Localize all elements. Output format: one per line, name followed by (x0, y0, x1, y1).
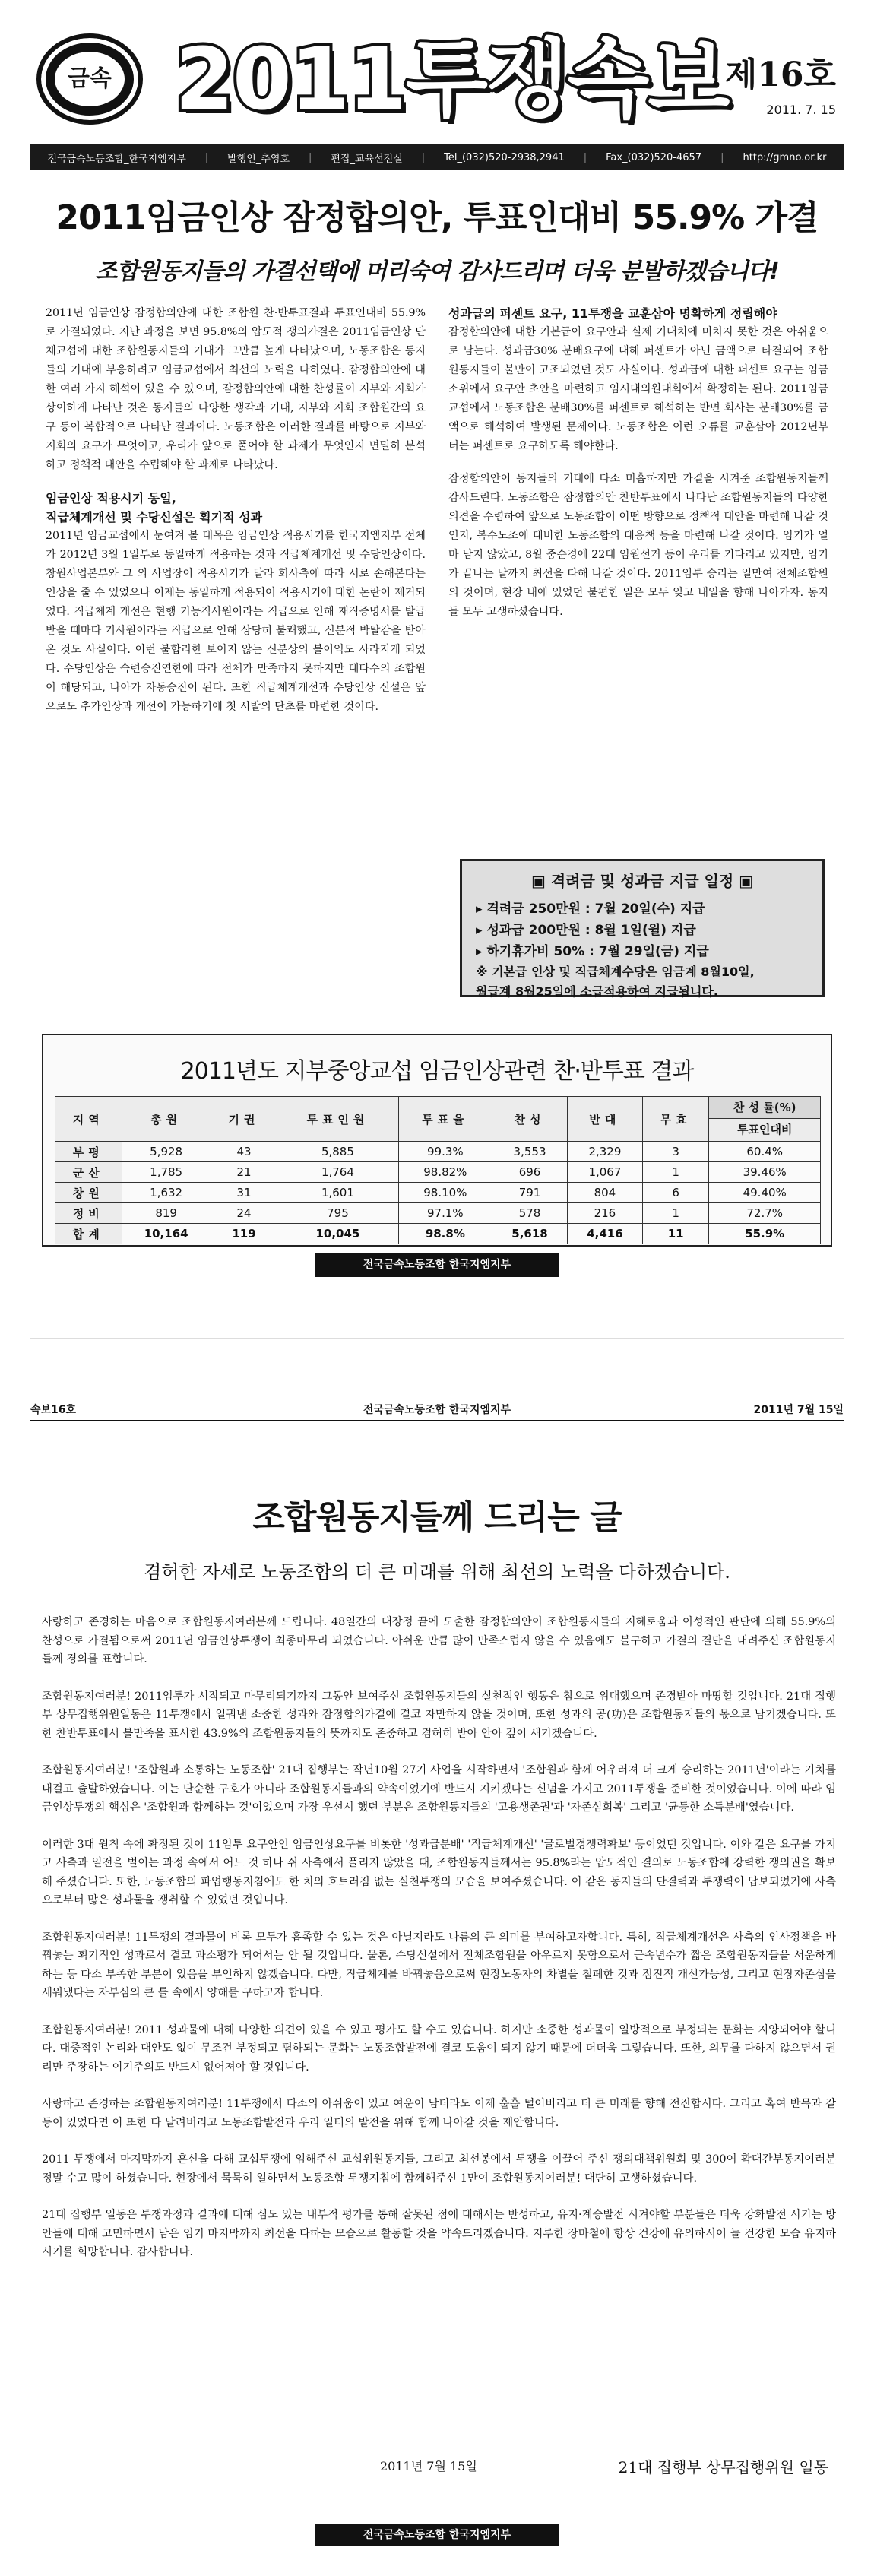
col-header: 투표율 (398, 1097, 492, 1142)
table-row (55, 1142, 821, 1162)
letter-paragraph: 조합원동지여러분! 11투쟁의 결과물이 비록 모두가 흡족할 수 있는 것은 아닐지라도 나름의 큰 의미를 부여하고자합니다. 특히, 직급체계개선은 사측의 인사정책을 바꿔놓는 획기적인 성과로서 결코 과소평가 되어서는 안 될 것입니다. 물론, 수당신설에서 전체조합원을 아우르지 못함으로서 근속년수가 짧은 조합원동지들을 서운하게 하는 등 다소 부족한 부분이 있음을 부인하지 않겠습니다. 다만, 직급체계를 바꿔놓음으로써 현장노동자의 차별을 철폐한 것과 점진적 개선가능성, 그리고 현장자존심을 세워냈다는 자부심의 큰 틀 속에서 양해를 구하고자 합니다. (42, 1931, 836, 1999)
letter-subtitle: 겸허한 자세로 노동조합의 더 큰 미래를 위해 최선의 노력을 다하겠습니다. (144, 1561, 730, 1583)
col-header: 찬성 (492, 1097, 568, 1142)
table-cell: 5,885 (277, 1142, 398, 1162)
right-column (448, 304, 828, 635)
table-cell: 합계 (55, 1224, 122, 1244)
vote-result-table (55, 1096, 821, 1244)
logo-text: 금속 (55, 52, 125, 106)
table-cell: 39.46% (709, 1162, 821, 1183)
letter-title: 조합원동지들께 드리는 글 (252, 1498, 622, 1537)
table-cell: 72.7% (709, 1203, 821, 1224)
right-paragraph-1: 잠정합의안에 대한 기본급이 요구안과 실제 기대치에 미치지 못한 것은 아쉬움으로 남는다. 성과급30% 분배요구에 대해 퍼센트가 아닌 금액으로 타결되어 조합원동지들이 불만이 고조되었던 것도 사실이다. 성과급에 대한 퍼센트 요구는 임금소위에서 요구안 초안을 마련하고 임시대의원대회에서 확정하는 된다. 2011임금교섭에서 노동조합은 분배30%를 퍼센트로 해석하는 반면 회사는 분배30%를 금액으로 해석하여 발생된 문제이다. 노동조합은 이런 오류를 교훈삼아 2012년부터는 퍼센트로 요구하도록 해야한다. (448, 326, 828, 452)
table-cell: 819 (122, 1203, 211, 1224)
table-header-row (55, 1097, 821, 1142)
editor: 편집_교육선전실 (331, 153, 403, 165)
publisher: 발행인_추영호 (227, 153, 290, 165)
table-cell: 부평 (55, 1142, 122, 1162)
left-paragraph-1: 2011년 임금인상 잠정합의안에 대한 조합원 찬·반투표결과 투표인대비 55.9%로 가결되었다. 지난 과정을 보면 95.8%의 압도적 쟁의가결은 2011임금인상 단체교섭에 대한 조합원동지들의 기대가 그만큼 높게 나타났으며, 노동조합은 동지들의 기대에 부응하려고 임금교섭에서 최선의 노력을 다하였다. 잠정합의안에 대한 여러 가지 해석이 있을 수 있으며, 잠정합의안에 대한 찬성률이 지부와 지회가 상이하게 나타난 것은 동지들의 다양한 생각과 기대, 지부와 지회 조합원간의 요구 등이 복합적으로 나타난 결과이다. 노동조합은 이러한 결과를 바탕으로 지부와 지회의 요구가 무엇이고, 우리가 앞으로 풀어야 할 과제가 무엇인지 면밀히 분석하고 정책적 대안을 수립해야 할 과제로 나타났다. (46, 307, 426, 471)
masthead (30, 30, 844, 144)
table-cell: 43 (211, 1142, 277, 1162)
table-cell: 696 (492, 1162, 568, 1183)
col-header: 총원 (122, 1097, 211, 1142)
page2-header-issue: 속보16호 (30, 1404, 77, 1416)
table-cell: 1,764 (277, 1162, 398, 1183)
publisher-info-bar: 전국금속노동조합_한국지엠지부 | 발행인_추영호 | 편집_교육선전실 | Tel_(032)520-2938,2941 | Fax_(032)520-4657 | http://gmno.or.kr (30, 144, 844, 170)
table-cell: 98.82% (398, 1162, 492, 1183)
letter-paragraph: 2011 투쟁에서 마지막까지 흔신을 다해 교섭투쟁에 임해주신 교섭위원동지들, 그리고 최선봉에서 투쟁을 이끌어 주신 쟁의대책위원회 및 300여 확대간부동지여러분 정말 수고 많이 하셨습니다. 현장에서 묵묵히 일하면서 노동조합 투쟁지침에 함께해주신 1만여 조합원동지여러분! 대단히 고생하셨습니다. (42, 2153, 836, 2185)
table-cell: 24 (211, 1203, 277, 1224)
section-title-line-2: 직급체계개선 및 수당신설은 획기적 성과 (46, 510, 263, 524)
table-cell: 795 (277, 1203, 398, 1224)
union-logo (36, 33, 143, 125)
signature-date: 2011년 7월 15일 (380, 2459, 477, 2473)
tel: Tel_(032)520-2938,2941 (444, 151, 565, 163)
vote-result-title: 2011년도 지부중앙교섭 임금인상관련 찬·반투표 결과 (180, 1058, 694, 1085)
table-cell: 2,329 (567, 1142, 642, 1162)
col-header: 투표인원 (277, 1097, 398, 1142)
col-header: 기권 (211, 1097, 277, 1142)
issue-number: 제16호 (724, 55, 836, 94)
org-name: 전국금속노동조합_한국지엠지부 (47, 153, 186, 165)
letter-paragraph: 이러한 3대 원칙 속에 확정된 것이 11임투 요구안인 임금인상요구를 비롯한 '성과급분배' '직급체계개선' '글로벌경쟁력확보' 등이었던 것입니다. 이와 같은 요구를 가지고 사측과 일전을 벌이는 과정 속에서 어느 것 하나 쉬 사측에서 풀리지 않았을 때, 조합원동지들께서는 95.8%라는 압도적인 결의로 노동조합에 강력한 쟁의권을 확보해 주셨습니다. 또한, 노동조합의 파업행동지침에도 한 치의 흐트러짐 없는 실천투쟁의 모습을 보여주셨습니다. 이 같은 동지들의 단결력과 투쟁력이 답보되었기에 사측으로부터 많은 성과물을 쟁취할 수 있었던 것입니다. (42, 1838, 836, 1906)
headline: 2011임금인상 잠정합의안, 투표인대비 55.9% 가결 (55, 198, 819, 237)
left-column (46, 304, 426, 730)
table-cell: 군산 (55, 1162, 122, 1183)
payment-note-1: ※ 기본급 인상 및 직급체계수당은 임금계 8월10일, (476, 965, 755, 979)
table-cell: 5,618 (492, 1224, 568, 1244)
table-cell: 60.4% (709, 1142, 821, 1162)
table-cell: 804 (567, 1183, 642, 1203)
right-section-title: 성과급의 퍼센트 요구, 11투쟁을 교훈삼아 명확하게 정립해야 (448, 306, 777, 321)
col-header: 지역 (55, 1097, 122, 1142)
col-header: 반대 (567, 1097, 642, 1142)
newsletter-title: 2011투쟁속보 (175, 30, 729, 129)
table-cell: 3,553 (492, 1142, 568, 1162)
table-row (55, 1183, 821, 1203)
table-cell: 1,785 (122, 1162, 211, 1183)
table-cell: 창원 (55, 1183, 122, 1203)
page2-footer: 전국금속노동조합 한국지엠지부 (315, 2524, 559, 2546)
table-cell: 5,928 (122, 1142, 211, 1162)
table-cell: 1,067 (567, 1162, 642, 1183)
table-cell: 3 (642, 1142, 709, 1162)
payment-line-bonus: ▸ 격려금 250만원 : 7월 20일(수) 지급 (476, 901, 705, 917)
payment-schedule-title: ▣ 격려금 및 성과금 지급 일정 ▣ (530, 872, 754, 890)
signature-org: 21대 집행부 상무집행위원 일동 (618, 2458, 828, 2476)
table-cell: 98.8% (398, 1224, 492, 1244)
payment-note-2: 월급계 8월25일에 소급적용하여 지급됩니다. (476, 984, 718, 999)
vote-result-section (42, 1034, 832, 1247)
website-link[interactable]: http://gmno.or.kr (743, 151, 827, 163)
fax: Fax_(032)520-4657 (606, 151, 702, 163)
table-cell: 98.10% (398, 1183, 492, 1203)
letter-paragraph: 사랑하고 존경하는 마음으로 조합원동지여러분께 드립니다. 48일간의 대장정 끝에 도출한 잠정합의안이 조합원동지들의 지혜로움과 이성적인 판단에 의해 55.9%의 찬성으로 가결됨으로써 2011년 임금인상투쟁이 최종마무리 되었습니다. 아쉬운 만큼 많이 만족스럽지 않을 수 있음에도 불구하고 가결의 결단을 내려주신 조합원동지들께 경의를 표합니다. (42, 1616, 836, 1665)
table-cell: 21 (211, 1162, 277, 1183)
page1-footer: 전국금속노동조합 한국지엠지부 (315, 1253, 559, 1277)
table-cell: 97.1% (398, 1203, 492, 1224)
payment-line-performance: ▸ 성과급 200만원 : 8월 1일(월) 지급 (476, 923, 696, 938)
letter-paragraph: 21대 집행부 일동은 투쟁과정과 결과에 대해 심도 있는 내부적 평가를 통해 잘못된 점에 대해서는 반성하고, 유지·계승발전 시켜야할 부분들은 더욱 강화발전 시키는 방안들에 대해 고민하면서 남은 임기 마지막까지 최선을 다하는 모습으로 활동할 것을 약속드리겠습니다. 지루한 장마철에 항상 건강에 유의하시어 늘 건강한 모습 유지하시기를 희망합니다. 감사합니다. (42, 2209, 836, 2258)
letter-paragraph: 조합원동지여러분! 2011임투가 시작되고 마무리되기까지 그동안 보여주신 조합원동지들의 실천적인 행동은 참으로 위대했으며 존경받아 마땅할 것입니다. 21대 집행부 상무집행위원일동은 11투쟁에서 일궈낸 소중한 성과와 잠정합의가결에 결코 자만하지 않을 것이며, 또한 성과의 공(功)은 조합원동지들의 몫으로 남기겠습니다. 또한 찬반투표에서 불만족을 표시한 43.9%의 조합원동지들의 뜻까지도 존중하고 겸허히 받아 안아 깊이 새기겠습니다. (42, 1690, 836, 1740)
col-header-rate (709, 1097, 821, 1142)
table-cell: 791 (492, 1183, 568, 1203)
letter-paragraph: 조합원동지여러분! '조합원과 소통하는 노동조합' 21대 집행부는 작년10월 27기 사업을 시작하면서 '조합원과 함께 어우러져 더 크게 승리하는 2011년'이라는 기치를 내걸고 출발하였습니다. 이는 단순한 구호가 아니라 조합원동지들과의 약속이었기에 반드시 지키겠다는 신념을 가지고 2011투쟁을 준비한 것이었습니다. 이에 따라 임금인상투쟁의 핵심은 '조합원과 함께하는 것'이었으며 가장 우선시 했던 부분은 조합원동지들의 '고용생존권'과 '자존심회복' 그리고 '균등한 소득분배'였습니다. (42, 1764, 836, 1814)
table-cell: 4,416 (567, 1224, 642, 1244)
right-paragraph-2: 잠정합의안이 동지들의 기대에 다소 미흡하지만 가결을 시켜준 조합원동지들께 감사드린다. 노동조합은 잠정합의안 찬반투표에서 나타난 조합원동지들의 다양한 의견을 수렴하여 앞으로 노동조합이 어떤 방향으로 정책적 대안을 마련해 나갈 것인지, 복수노조에 대비한 노동조합의 대응책 등을 마련해 나갈 것이다. 임기가 얼마 남지 않았고, 8월 중순경에 22대 임원선거 등이 우리를 기다리고 있지만, 임기가 끝나는 날까지 최선을 다해 나갈 것이다. 2011임투 승리는 일만여 전체조합원의 것이며, 현장 내에 있었던 불편한 일은 모두 잊고 내일을 향해 나아가자. 동지들 모두 고생하셨습니다. (448, 473, 828, 618)
table-cell: 1,632 (122, 1183, 211, 1203)
col-header: 무효 (642, 1097, 709, 1142)
table-cell: 1 (642, 1162, 709, 1183)
letter-body (42, 1613, 836, 2280)
page-divider (30, 1338, 844, 1339)
table-cell: 31 (211, 1183, 277, 1203)
table-cell: 1,601 (277, 1183, 398, 1203)
table-cell: 99.3% (398, 1142, 492, 1162)
table-cell: 10,045 (277, 1224, 398, 1244)
table-row-total (55, 1224, 821, 1244)
table-cell: 1 (642, 1203, 709, 1224)
rate-header-bottom: 투표인대비 (736, 1123, 793, 1136)
payment-line-vacation: ▸ 하기휴가비 50% : 7월 29일(금) 지급 (476, 944, 709, 959)
issue-date: 2011. 7. 15 (766, 103, 836, 117)
page2-header-date: 2011년 7월 15일 (753, 1404, 844, 1416)
table-cell: 11 (642, 1224, 709, 1244)
subheadline: 조합원동지들의 가결선택에 머리숙여 감사드리며 더욱 분발하겠습니다! (95, 258, 779, 285)
rate-header-top: 찬 성 률(%) (709, 1097, 820, 1119)
table-cell: 49.40% (709, 1183, 821, 1203)
table-cell: 216 (567, 1203, 642, 1224)
payment-schedule-box (460, 859, 825, 997)
left-paragraph-2: 2011년 임금교섭에서 눈여겨 볼 대목은 임금인상 적용시기를 한국지엠지부 전체가 2012년 3월 1일부로 동일하게 적용하는 것과 직급체계개선 및 수당인상이다. 창원사업본부와 그 외 사업장이 적용시기가 달라 회사측에 따라 서로 손해본다는 인상을 줄 수 있었으나 이제는 동일하게 적용되어 적용시기에 대한 논란이 제거되었다. 직급체계 개선은 현행 기능직사원이라는 직급으로 인해 재직증명서를 발급받을 때마다 기사원이라는 직급으로 인해 상당히 불쾌했고, 신분적 박탈감을 받아온 것도 사실이다. 이런 불합리한 보이지 않는 신분상의 불이익도 사라지게 되었다. 수당인상은 숙련승진연한에 따라 전체가 만족하지 못하지만 대다수의 조합원이 해당되고, 나아가 자동승진이 된다. 또한 직급체계개선과 수당인상 신설은 앞으로도 추가인상과 개선이 가능하기에 첫 시발의 단초를 마련한 것이다. (46, 530, 426, 713)
section-title-line-1: 임금인상 적용시기 동일, (46, 491, 176, 505)
table-cell: 정비 (55, 1203, 122, 1224)
letter-paragraph: 사랑하고 존경하는 조합원동지여러분! 11투쟁에서 다소의 아쉬움이 있고 여운이 남더라도 이제 훌훌 털어버리고 더 큰 미래를 향해 전진합시다. 그리고 혹여 반목과 갈등이 있었다면 이 또한 다 날려버리고 노동조합발전과 우리 일터의 발전을 위해 함께 나아갈 것을 제안합니다. (42, 2098, 836, 2129)
table-cell: 119 (211, 1224, 277, 1244)
table-cell: 6 (642, 1183, 709, 1203)
table-cell: 55.9% (709, 1224, 821, 1244)
table-cell: 578 (492, 1203, 568, 1224)
letter-paragraph: 조합원동지여러분! 2011 성과물에 대해 다양한 의견이 있을 수 있고 평가도 할 수도 있습니다. 하지만 소중한 성과물이 일방적으로 부정되는 문화는 지양되어야 할니다. 대중적인 논리와 대안도 없이 무조건 부정되고 폄하되는 문화는 노동조합발전에 결코 도움이 되지 않기 때문에 더더욱 그렇습니다. 또한, 의무를 다하지 않으면서 권리만 주장하는 이기주의도 반드시 없어져야 할 것입니다. (42, 2023, 836, 2074)
table-cell: 10,164 (122, 1224, 211, 1244)
page2-header (30, 1400, 844, 1421)
page2-header-org: 전국금속노동조합 한국지엠지부 (363, 1404, 511, 1416)
table-row (55, 1162, 821, 1183)
table-row (55, 1203, 821, 1224)
